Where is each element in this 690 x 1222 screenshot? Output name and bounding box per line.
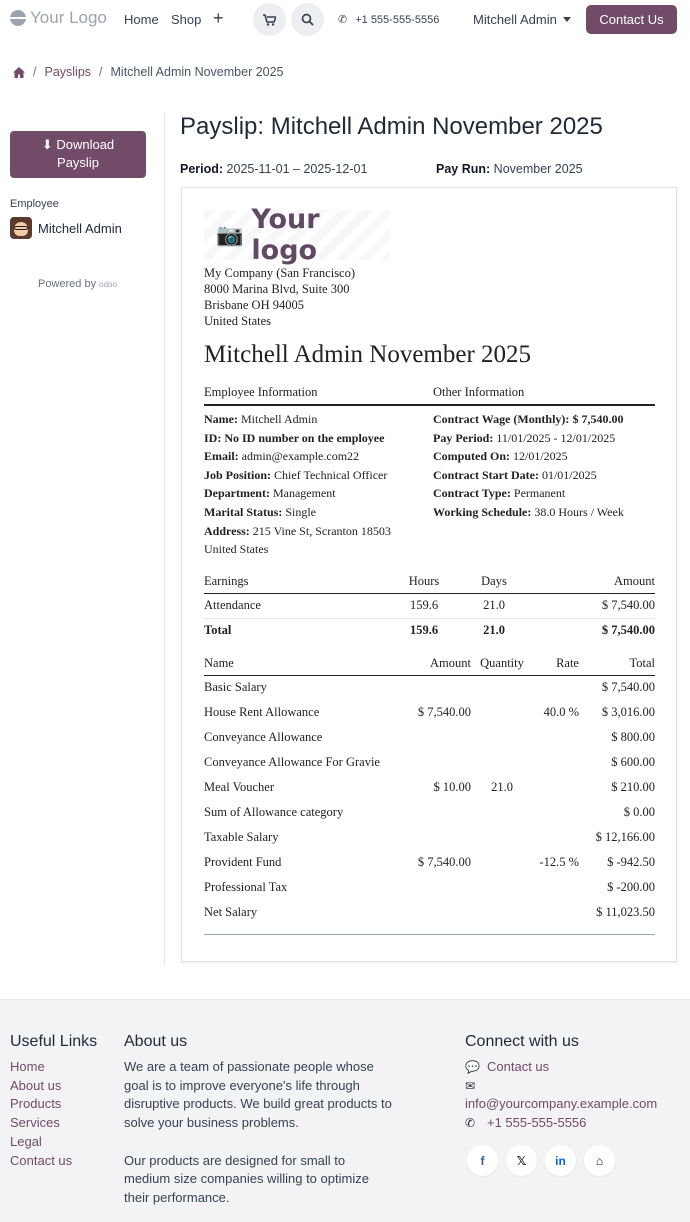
- footer-link-about[interactable]: About us: [10, 1077, 62, 1093]
- x-twitter-icon[interactable]: 𝕏: [506, 1145, 537, 1176]
- facebook-icon[interactable]: f: [467, 1145, 498, 1176]
- table-cell: [471, 675, 533, 700]
- nav-shop[interactable]: Shop: [171, 12, 202, 27]
- info-label: Job Position:: [204, 467, 275, 482]
- info-row: [433, 429, 624, 448]
- odoo-logo[interactable]: odoo: [99, 280, 117, 289]
- breadcrumb-separator: /: [33, 65, 37, 79]
- info-value: Mitchell Admin: [240, 412, 318, 426]
- earnings-table: [204, 571, 655, 643]
- table-cell: [533, 675, 579, 700]
- info-label: Computed On:: [433, 449, 514, 464]
- employee-name: Mitchell Admin: [38, 220, 122, 236]
- table-cell: [399, 875, 471, 900]
- other-info-list: [433, 410, 624, 522]
- avatar: [10, 217, 32, 239]
- table-cell: $ 11,023.50: [596, 905, 655, 919]
- table-cell: Conveyance Allowance: [204, 730, 323, 744]
- table-header: Earnings: [204, 571, 394, 593]
- linkedin-icon[interactable]: in: [545, 1145, 576, 1176]
- footer-link-home[interactable]: Home: [10, 1059, 45, 1074]
- document-bottom-rule: [204, 934, 655, 935]
- table-cell: $ 7,540.00: [601, 623, 655, 638]
- phone-icon: ✆: [465, 1116, 476, 1131]
- info-value: No ID number on the employee: [224, 430, 385, 445]
- info-label: Department:: [204, 486, 273, 501]
- info-value: $ 7,540.00: [572, 412, 624, 426]
- table-cell: [471, 825, 533, 850]
- phone-icon: ✆: [338, 14, 348, 26]
- table-cell: 21.0: [454, 593, 534, 618]
- table-cell: 21.0: [491, 780, 513, 794]
- period-value: 2025-11-01 – 2025-12-01: [226, 162, 368, 176]
- info-label: ID:: [204, 430, 225, 445]
- table-cell: [533, 825, 579, 850]
- table-cell: [471, 900, 533, 925]
- table-cell: [399, 675, 471, 700]
- footer-phone-number: +1 555-555-5556: [487, 1115, 587, 1131]
- cart-button[interactable]: [253, 3, 286, 36]
- info-value: 38.0 Hours / Week: [534, 504, 624, 519]
- info-label: Marital Status:: [204, 504, 286, 519]
- table-row: [204, 875, 655, 900]
- breadcrumb-current: Mitchell Admin November 2025: [110, 65, 284, 79]
- table-cell: [399, 800, 471, 825]
- table-cell: Conveyance Allowance For Gravie: [204, 755, 380, 769]
- useful-links-heading: Useful Links: [10, 1033, 98, 1050]
- breadcrumb: [13, 65, 284, 79]
- table-cell: $ 600.00: [611, 755, 655, 769]
- info-value: Permanent: [513, 486, 566, 501]
- footer-link-products[interactable]: Products: [10, 1096, 62, 1112]
- chat-icon: 💬: [465, 1060, 480, 1074]
- table-cell: Provident Fund: [204, 855, 282, 869]
- info-row: [433, 484, 624, 503]
- footer-contact-link[interactable]: [465, 1058, 657, 1077]
- table-cell: $ 7,540.00: [601, 680, 655, 695]
- table-cell: Total: [204, 623, 232, 638]
- download-label-2: Payslip: [57, 155, 99, 170]
- table-cell: $ 7,540.00: [417, 855, 471, 869]
- info-row: [204, 447, 391, 466]
- info-label: Working Schedule:: [433, 504, 535, 519]
- powered-by-text: Powered by: [38, 278, 97, 290]
- table-cell: $ 12,166.00: [595, 830, 655, 844]
- info-label: Name:: [204, 412, 241, 426]
- table-cell: [471, 750, 533, 775]
- footer: [0, 999, 690, 1222]
- table-cell: Sum of Allowance category: [204, 805, 344, 819]
- payslip-document: [181, 187, 677, 962]
- table-cell: House Rent Allowance: [204, 705, 320, 719]
- about-text: [124, 1058, 394, 1208]
- about-paragraph-2: Our products are designed for small to medium size companies willing to optimize their performance.: [124, 1152, 369, 1205]
- add-icon[interactable]: +: [213, 8, 224, 28]
- info-divider: [204, 404, 655, 406]
- pay-run: [436, 162, 583, 176]
- table-total-row: [204, 618, 655, 643]
- table-cell: $ -200.00: [607, 880, 655, 894]
- table-cell: 159.6: [394, 593, 454, 618]
- table-cell: Taxable Salary: [204, 830, 279, 844]
- powered-by: [38, 278, 117, 290]
- info-row: [204, 410, 391, 429]
- employee-info: [10, 217, 122, 239]
- download-payslip-button[interactable]: [10, 131, 146, 178]
- table-cell: [399, 750, 471, 775]
- table-row: [204, 675, 655, 700]
- employee-info-list: [204, 410, 391, 559]
- table-cell: 40.0 %: [543, 705, 579, 719]
- info-row: [433, 503, 624, 522]
- footer-link-contact[interactable]: Contact us: [10, 1152, 73, 1168]
- footer-link-services[interactable]: Services: [10, 1115, 60, 1131]
- info-row: United States: [204, 542, 269, 557]
- salary-table: [204, 653, 655, 925]
- table-cell: [533, 900, 579, 925]
- envelope-icon: ✉: [465, 1078, 476, 1093]
- info-row: [433, 410, 624, 429]
- home-icon[interactable]: ⌂: [584, 1145, 615, 1176]
- payrun-label: Pay Run:: [436, 162, 491, 176]
- table-row: [204, 775, 655, 800]
- table-cell: $ 0.00: [623, 805, 655, 819]
- table-cell: $ 7,540.00: [534, 593, 655, 618]
- table-row: [204, 900, 655, 925]
- company-line: United States: [204, 314, 272, 328]
- breadcrumb-payslips[interactable]: Payslips: [44, 65, 92, 79]
- info-value: Chief Technical Officer: [274, 467, 388, 482]
- info-row: [433, 466, 624, 485]
- search-button[interactable]: [291, 3, 324, 36]
- info-row: [204, 503, 391, 522]
- cart-icon: [263, 14, 276, 26]
- nav-home[interactable]: Home: [124, 12, 159, 27]
- footer-email[interactable]: info@yourcompany.example.com: [465, 1096, 658, 1112]
- table-cell: [471, 700, 533, 725]
- site-logo[interactable]: [10, 8, 107, 28]
- table-cell: Net Salary: [204, 905, 258, 919]
- info-label: Email:: [204, 449, 242, 464]
- other-info-heading: Other Information: [433, 385, 525, 399]
- table-cell: [533, 875, 579, 900]
- info-row: [204, 429, 391, 448]
- table-cell: Basic Salary: [204, 680, 267, 695]
- footer-phone[interactable]: [465, 1114, 657, 1133]
- table-cell: [399, 725, 471, 750]
- info-row: [204, 484, 391, 503]
- table-cell: [533, 750, 579, 775]
- table-row: [204, 593, 655, 618]
- connect-heading: Connect with us: [465, 1033, 579, 1050]
- download-label: Download: [56, 137, 115, 152]
- table-cell: Meal Voucher: [204, 780, 275, 794]
- connect-list: [465, 1058, 657, 1133]
- document-logo: [204, 204, 390, 266]
- useful-links: [10, 1058, 72, 1170]
- info-value: admin@example.com22: [241, 449, 360, 464]
- footer-link-legal[interactable]: Legal: [10, 1133, 42, 1149]
- table-cell: $ 210.00: [611, 780, 655, 794]
- table-cell: [533, 725, 579, 750]
- info-row: [433, 447, 624, 466]
- document-logo-text: Your logo: [251, 204, 320, 266]
- table-header: Days: [454, 571, 534, 593]
- about-paragraph-1: We are a team of passionate people whose goal is to improve everyone's life through disruptive products. We build great products to solve your business problems.: [124, 1059, 392, 1131]
- table-cell: $ 10.00: [433, 780, 471, 794]
- info-value: Management: [272, 486, 336, 501]
- contact-us-button[interactable]: Contact Us: [586, 5, 677, 34]
- info-value: 01/01/2025: [541, 467, 597, 482]
- table-header: Amount: [399, 653, 471, 675]
- table-row: [204, 800, 655, 825]
- table-cell: [533, 775, 579, 800]
- navbar: [0, 0, 690, 40]
- download-icon: ⬇: [41, 137, 57, 152]
- table-row: [204, 825, 655, 850]
- table-row: [204, 750, 655, 775]
- table-cell: [471, 850, 533, 875]
- table-cell: Professional Tax: [204, 880, 288, 894]
- table-header: Total: [579, 653, 655, 675]
- info-row: [204, 522, 391, 541]
- home-icon[interactable]: [13, 67, 25, 78]
- logo-icon: [10, 10, 26, 26]
- table-cell: [399, 900, 471, 925]
- logo-text: Your Logo: [30, 8, 107, 27]
- table-row: [204, 725, 655, 750]
- employee-info-heading: Employee Information: [204, 385, 318, 399]
- nav-phone-number: +1 555-555-5556: [355, 13, 440, 26]
- table-cell: $ 7,540.00: [417, 705, 471, 719]
- table-cell: Attendance: [204, 593, 394, 618]
- page-title: Payslip: Mitchell Admin November 2025: [180, 113, 603, 140]
- table-cell: [533, 800, 579, 825]
- search-icon: [301, 13, 314, 26]
- table-header: Rate: [533, 653, 579, 675]
- table-header: Amount: [534, 571, 655, 593]
- table-cell: [471, 725, 533, 750]
- document-title: Mitchell Admin November 2025: [204, 341, 532, 368]
- footer-email-row: [465, 1077, 657, 1096]
- table-cell: $ -942.50: [607, 855, 655, 869]
- info-value: 12/01/2025: [513, 449, 568, 464]
- table-cell: [399, 825, 471, 850]
- info-row: [204, 466, 391, 485]
- table-cell: 21.0: [483, 623, 505, 638]
- table-cell: $ 800.00: [611, 730, 655, 744]
- camera-icon: 📷: [216, 222, 244, 248]
- nav-phone[interactable]: [338, 13, 439, 26]
- table-cell: [471, 875, 533, 900]
- table-row: [204, 850, 655, 875]
- table-row: [204, 700, 655, 725]
- period: [180, 162, 367, 176]
- payrun-value: November 2025: [493, 162, 583, 176]
- table-header: Hours: [394, 571, 454, 593]
- company-line: My Company (San Francisco): [204, 266, 356, 280]
- info-value: 215 Vine St, Scranton 18503: [252, 523, 391, 538]
- about-heading: About us: [124, 1033, 188, 1050]
- user-menu[interactable]: [473, 12, 571, 27]
- table-cell: 159.6: [409, 623, 439, 638]
- table-header: Quantity: [471, 653, 533, 675]
- user-name: Mitchell Admin: [473, 12, 557, 27]
- info-label: Contract Type:: [433, 486, 514, 501]
- table-header: Name: [204, 653, 399, 675]
- table-cell: $ 3,016.00: [601, 705, 655, 719]
- footer-contact-text: Contact us: [487, 1059, 550, 1074]
- breadcrumb-separator: /: [99, 65, 103, 79]
- info-value: Single: [285, 504, 316, 519]
- company-address: [204, 265, 355, 329]
- info-label: Contract Start Date:: [433, 467, 542, 482]
- table-cell: -12.5 %: [539, 855, 579, 869]
- company-line: Brisbane OH 94005: [204, 298, 304, 312]
- info-label: Pay Period:: [433, 430, 497, 445]
- info-value: 11/01/2025 - 12/01/2025: [496, 430, 616, 445]
- table-cell: [471, 800, 533, 825]
- company-line: 8000 Marina Blvd, Suite 300: [204, 282, 350, 296]
- period-label: Period:: [180, 162, 224, 176]
- chevron-down-icon: [563, 17, 571, 22]
- info-label: Contract Wage (Monthly):: [433, 412, 573, 426]
- employee-label: Employee: [10, 198, 59, 210]
- info-label: Address:: [204, 523, 253, 538]
- sidebar-divider: [164, 112, 165, 964]
